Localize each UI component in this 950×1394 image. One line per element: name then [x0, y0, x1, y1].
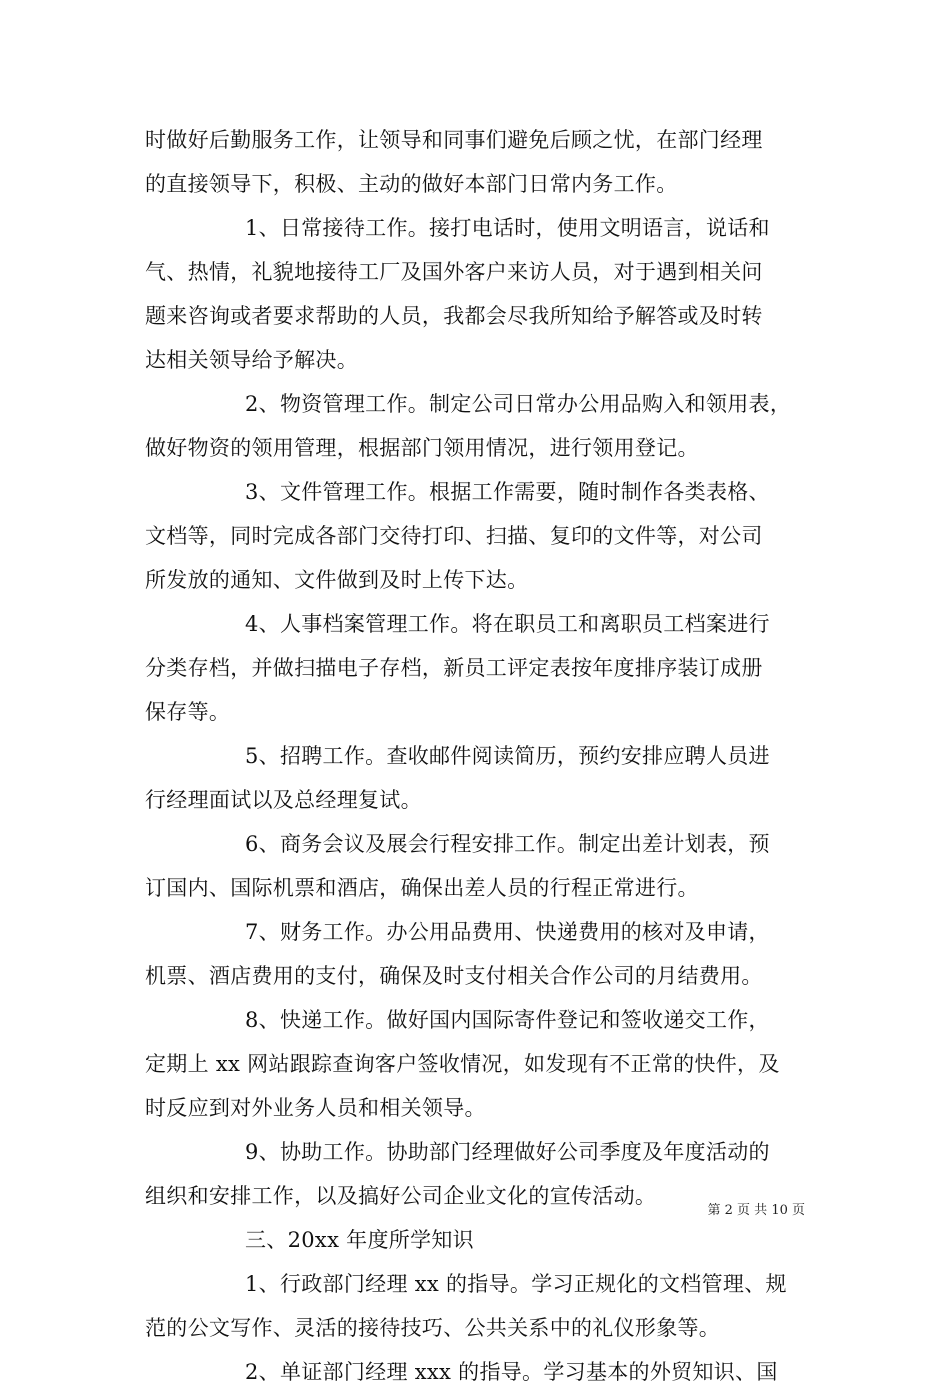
text-line: 文档等，同时完成各部门交待打印、扫描、复印的文件等，对公司	[145, 524, 763, 548]
text-line: 订国内、国际机票和酒店，确保出差人员的行程正常进行。	[145, 876, 699, 900]
text-line: 1、行政部门经理 xx 的指导。学习正规化的文档管理、规	[245, 1272, 787, 1296]
text-line: 1、日常接待工作。接打电话时，使用文明语言，说话和	[245, 216, 770, 240]
text-line: 分类存档，并做扫描电子存档，新员工评定表按年度排序装订成册	[145, 656, 763, 680]
page-number-footer: 第 2 页 共 10 页	[707, 1203, 805, 1218]
text-line: 4、人事档案管理工作。将在职员工和离职员工档案进行	[245, 612, 770, 636]
text-line: 做好物资的领用管理，根据部门领用情况，进行领用登记。	[145, 436, 699, 460]
text-line: 组织和安排工作，以及搞好公司企业文化的宣传活动。	[145, 1184, 657, 1208]
text-line: 三、20xx 年度所学知识	[245, 1228, 474, 1252]
text-line: 8、快递工作。做好国内国际寄件登记和签收递交工作，	[245, 1008, 770, 1032]
text-line: 气、热情，礼貌地接待工厂及国外客户来访人员，对于遇到相关问	[145, 260, 763, 284]
text-line: 行经理面试以及总经理复试。	[145, 788, 422, 812]
text-line: 所发放的通知、文件做到及时上传下达。	[145, 568, 529, 592]
text-line: 7、财务工作。办公用品费用、快递费用的核对及申请，	[245, 920, 770, 944]
text-line: 定期上 xx 网站跟踪查询客户签收情况，如发现有不正常的快件，及	[145, 1052, 780, 1076]
text-line: 时反应到对外业务人员和相关领导。	[145, 1096, 486, 1120]
text-line: 2、单证部门经理 xxx 的指导。学习基本的外贸知识、国	[245, 1360, 778, 1384]
text-line: 范的公文写作、灵活的接待技巧、公共关系中的礼仪形象等。	[145, 1316, 721, 1340]
text-line: 题来咨询或者要求帮助的人员，我都会尽我所知给予解答或及时转	[145, 304, 763, 328]
text-line: 达相关领导给予解决。	[145, 348, 358, 372]
text-line: 时做好后勤服务工作，让领导和同事们避免后顾之忧，在部门经理	[145, 128, 763, 152]
text-line: 5、招聘工作。查收邮件阅读简历，预约安排应聘人员进	[245, 744, 770, 768]
text-line: 9、协助工作。协助部门经理做好公司季度及年度活动的	[245, 1140, 770, 1164]
text-line: 3、文件管理工作。根据工作需要，随时制作各类表格、	[245, 480, 770, 504]
text-line: 的直接领导下，积极、主动的做好本部门日常内务工作。	[145, 172, 678, 196]
text-line: 2、物资管理工作。制定公司日常办公用品购入和领用表，	[245, 392, 792, 416]
text-line: 保存等。	[145, 700, 231, 724]
text-line: 6、商务会议及展会行程安排工作。制定出差计划表，预	[245, 832, 770, 856]
text-line: 机票、酒店费用的支付，确保及时支付相关合作公司的月结费用。	[145, 964, 763, 988]
